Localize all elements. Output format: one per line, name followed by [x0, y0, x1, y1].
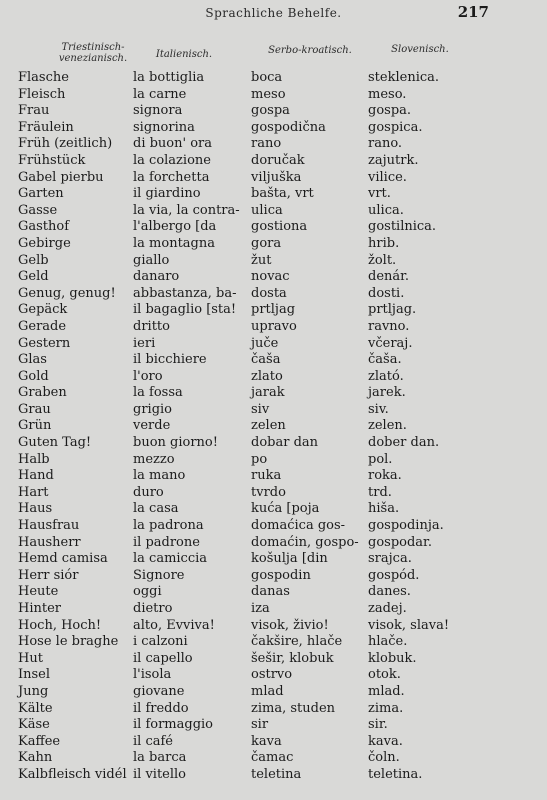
table-row — [0, 186, 547, 203]
italian-word: il formaggio — [133, 717, 214, 733]
italian-word: mezzo — [133, 451, 175, 467]
serbo-croatian-word: prtljag — [251, 302, 296, 318]
serbo-croatian-word: dosta — [251, 285, 287, 301]
serbo-croatian-word: boca — [251, 70, 283, 85]
slovenian-word: siv. — [368, 401, 389, 417]
serbo-croatian-word: kuća [poja — [251, 501, 320, 517]
serbo-croatian-word: dobar dan — [251, 435, 319, 451]
column-header-italian — [134, 49, 234, 60]
german-word: Hut — [18, 650, 43, 666]
slovenian-word: hrib. — [368, 235, 400, 251]
table-row — [0, 402, 547, 419]
slovenian-word: gospa. — [368, 103, 412, 119]
italian-word: ieri — [133, 335, 156, 351]
german-word: Kahn — [18, 750, 53, 766]
italian-word: oggi — [133, 584, 162, 600]
serbo-croatian-word: tvrdo — [251, 484, 286, 500]
slovenian-word: dober dan. — [368, 435, 440, 451]
column-header-line: Slovenisch. — [391, 44, 449, 55]
italian-word: la forchetta — [133, 169, 210, 185]
german-word: Kaffee — [18, 733, 61, 749]
slovenian-word: žolt. — [368, 252, 397, 268]
german-word: Geld — [18, 269, 49, 285]
german-word: Hinter — [18, 601, 61, 616]
italian-word: buon giorno! — [133, 435, 218, 451]
table-row — [0, 584, 547, 601]
slovenian-word: prtljag. — [368, 302, 417, 318]
italian-word: la mano — [133, 468, 186, 484]
serbo-croatian-word: rano — [251, 136, 282, 152]
serbo-croatian-word: šešir, klobuk — [251, 650, 334, 666]
page-number: 217 — [457, 3, 489, 21]
italian-word: il capello — [133, 650, 193, 666]
table-row — [0, 634, 547, 651]
slovenian-word: mlad. — [368, 683, 405, 699]
serbo-croatian-word: gospodična — [251, 119, 326, 135]
italian-word: Signore — [133, 567, 185, 583]
italian-word: dietro — [133, 601, 173, 616]
slovenian-word: zelen. — [368, 418, 407, 434]
table-row — [0, 435, 547, 452]
serbo-croatian-word: zima, studen — [251, 700, 336, 716]
italian-word: il vitello — [133, 766, 187, 782]
table-row — [0, 452, 547, 469]
table-row — [0, 468, 547, 485]
german-word: Halb — [18, 451, 50, 467]
serbo-croatian-word: doručak — [251, 152, 305, 168]
italian-word: la colazione — [133, 152, 211, 168]
slovenian-word: zadej. — [368, 601, 407, 616]
german-word: Frühstück — [18, 152, 86, 168]
table-row — [0, 518, 547, 535]
table-row — [0, 269, 547, 286]
serbo-croatian-word: žut — [251, 252, 272, 268]
serbo-croatian-word: bašta, vrt — [251, 186, 314, 202]
table-row — [0, 568, 547, 585]
german-word: Käse — [18, 717, 50, 733]
italian-word: l'isola — [133, 667, 172, 683]
table-row — [0, 203, 547, 220]
german-word: Grau — [18, 401, 51, 417]
italian-word: la padrona — [133, 518, 204, 534]
serbo-croatian-word: po — [251, 451, 268, 467]
german-word: Hausfrau — [18, 518, 80, 534]
table-row — [0, 618, 547, 635]
serbo-croatian-word: čakšire, hlače — [251, 634, 343, 650]
slovenian-word: čaša. — [368, 352, 402, 368]
german-word: Fleisch — [18, 86, 66, 102]
column-header-line: Serbo-kroatisch. — [268, 45, 352, 56]
serbo-croatian-word: gostiona — [251, 219, 308, 235]
table-row — [0, 70, 547, 87]
italian-word: la fossa — [133, 385, 183, 401]
german-word: Kalbfleisch vidél — [18, 766, 127, 782]
table-row — [0, 236, 547, 253]
slovenian-word: zima. — [368, 700, 404, 716]
table-row — [0, 352, 547, 369]
german-word: Gelb — [18, 252, 49, 268]
german-word: Heute — [18, 584, 59, 600]
german-word: Jung — [18, 683, 49, 699]
table-row — [0, 120, 547, 137]
serbo-croatian-word: viljuška — [251, 169, 302, 185]
german-word: Insel — [18, 667, 51, 683]
slovenian-word: denár. — [368, 269, 410, 285]
german-word: Garten — [18, 186, 64, 202]
italian-word: il padrone — [133, 534, 200, 550]
serbo-croatian-word: siv — [251, 401, 270, 417]
serbo-croatian-word: košulja [din — [251, 551, 328, 567]
italian-word: il café — [133, 733, 173, 749]
table-row — [0, 103, 547, 120]
slovenian-word: visok, slava! — [368, 617, 450, 633]
table-row — [0, 501, 547, 518]
serbo-croatian-word: ostrvo — [251, 667, 293, 683]
german-word: Fräulein — [18, 119, 74, 135]
italian-word: la montagna — [133, 235, 215, 251]
italian-word: il giardino — [133, 186, 201, 202]
serbo-croatian-word: teletina — [251, 766, 302, 782]
italian-word: alto, Evviva! — [133, 617, 215, 633]
italian-word: giovane — [133, 683, 185, 699]
table-row — [0, 767, 547, 784]
table-row — [0, 136, 547, 153]
italian-word: la camiccia — [133, 551, 208, 567]
slovenian-word: gospodar. — [368, 534, 432, 550]
italian-word: grigio — [133, 401, 172, 417]
table-row — [0, 219, 547, 236]
slovenian-word: dosti. — [368, 285, 405, 301]
german-word: Hemd camisa — [18, 551, 108, 567]
table-row — [0, 717, 547, 734]
serbo-croatian-word: mlad — [251, 683, 284, 699]
running-head: Sprachliche Behelfe. — [205, 6, 342, 20]
column-header-line: Italienisch. — [155, 49, 213, 60]
german-word: Gasse — [18, 202, 58, 218]
serbo-croatian-word: gospa — [251, 103, 290, 119]
italian-word: duro — [133, 484, 164, 500]
slovenian-word: kava. — [368, 733, 403, 749]
table-row — [0, 551, 547, 568]
slovenian-word: teletina. — [368, 766, 423, 782]
table-row — [0, 302, 547, 319]
german-word: Haus — [18, 501, 53, 517]
table-row — [0, 253, 547, 270]
german-word: Gebirge — [18, 235, 71, 251]
german-word: Guten Tag! — [18, 435, 92, 451]
italian-word: abbastanza, ba- — [133, 285, 237, 301]
slovenian-word: ulica. — [368, 202, 404, 218]
slovenian-word: ravno. — [368, 318, 410, 334]
slovenian-word: steklenica. — [368, 70, 440, 85]
italian-word: il bagaglio [sta! — [133, 302, 237, 318]
table-row — [0, 734, 547, 751]
serbo-croatian-word: gospodin — [251, 567, 311, 583]
italian-word: la bottiglia — [133, 70, 205, 85]
italian-word: la carne — [133, 86, 187, 102]
slovenian-word: klobuk. — [368, 650, 417, 666]
italian-word: i calzoni — [133, 634, 188, 650]
serbo-croatian-word: novac — [251, 269, 290, 285]
italian-word: di buon' ora — [133, 136, 213, 152]
column-header-line: Triestinisch- — [61, 42, 125, 53]
table-row — [0, 319, 547, 336]
column-header-line: venezianisch. — [58, 53, 128, 64]
german-word: Gasthof — [18, 219, 70, 235]
serbo-croatian-word: zelen — [251, 418, 286, 434]
german-word: Graben — [18, 385, 67, 401]
slovenian-word: gospica. — [368, 119, 423, 135]
serbo-croatian-word: kava — [251, 733, 282, 749]
slovenian-word: trd. — [368, 484, 392, 500]
table-row — [0, 170, 547, 187]
slovenian-word: otok. — [368, 667, 401, 683]
italian-word: il bicchiere — [133, 352, 207, 368]
italian-word: signorina — [133, 119, 195, 135]
italian-word: danaro — [133, 269, 180, 285]
serbo-croatian-word: domaćin, gospo- — [251, 534, 359, 550]
german-word: Gold — [18, 368, 49, 384]
serbo-croatian-word: jarak — [251, 385, 285, 401]
serbo-croatian-word: zlato — [251, 368, 283, 384]
german-word: Hoch, Hoch! — [18, 617, 102, 633]
slovenian-word: zlató. — [368, 368, 404, 384]
german-word: Hart — [18, 484, 49, 500]
german-word: Herr siór — [18, 567, 79, 583]
serbo-croatian-word: juče — [251, 335, 279, 351]
table-row — [0, 286, 547, 303]
german-word: Gerade — [18, 318, 67, 334]
italian-word: il freddo — [133, 700, 189, 716]
slovenian-word: gostilnica. — [368, 219, 437, 235]
slovenian-word: hiša. — [368, 501, 400, 517]
italian-word: signora — [133, 103, 183, 119]
serbo-croatian-word: visok, živio! — [251, 617, 329, 633]
german-word: Gestern — [18, 335, 71, 351]
slovenian-word: vrt. — [368, 186, 391, 202]
serbo-croatian-word: iza — [251, 601, 270, 616]
table-row — [0, 418, 547, 435]
serbo-croatian-word: gora — [251, 235, 282, 251]
german-word: Früh (zeitlich) — [18, 136, 113, 152]
table-row — [0, 87, 547, 104]
slovenian-word: jarek. — [368, 385, 406, 401]
german-word: Hausherr — [18, 534, 81, 550]
slovenian-word: srajca. — [368, 551, 412, 567]
slovenian-word: danes. — [368, 584, 411, 600]
serbo-croatian-word: čaša — [251, 352, 281, 368]
german-word: Genug, genug! — [18, 285, 116, 301]
table-row — [0, 336, 547, 353]
table-row — [0, 535, 547, 552]
italian-word: verde — [133, 418, 171, 434]
slovenian-word: pol. — [368, 451, 393, 467]
german-word: Flasche — [18, 70, 69, 85]
table-row — [0, 369, 547, 386]
serbo-croatian-word: danas — [251, 584, 290, 600]
serbo-croatian-word: ulica — [251, 202, 283, 218]
italian-word: la barca — [133, 750, 187, 766]
slovenian-word: gospód. — [368, 567, 420, 583]
column-header-triestine — [38, 42, 148, 64]
table-row — [0, 750, 547, 767]
vocabulary-table — [0, 70, 547, 784]
italian-word: la casa — [133, 501, 179, 517]
slovenian-word: roka. — [368, 468, 402, 484]
slovenian-word: hlače. — [368, 634, 408, 650]
table-row — [0, 485, 547, 502]
italian-word: giallo — [133, 252, 170, 268]
serbo-croatian-word: domaćica gos- — [251, 518, 346, 534]
table-row — [0, 701, 547, 718]
table-row — [0, 601, 547, 618]
serbo-croatian-word: čamac — [251, 750, 294, 766]
table-row — [0, 153, 547, 170]
german-word: Kälte — [18, 700, 53, 716]
slovenian-word: rano. — [368, 136, 403, 152]
serbo-croatian-word: upravo — [251, 318, 297, 334]
slovenian-word: sir. — [368, 717, 388, 733]
serbo-croatian-word: sir — [251, 717, 269, 733]
slovenian-word: čoln. — [368, 750, 400, 766]
german-word: Grün — [18, 418, 52, 434]
german-word: Frau — [18, 103, 50, 119]
table-row — [0, 651, 547, 668]
italian-word: l'albergo [da — [133, 219, 217, 235]
serbo-croatian-word: meso — [251, 86, 286, 102]
slovenian-word: zajutrk. — [368, 152, 419, 168]
slovenian-word: gospodinja. — [368, 518, 444, 534]
column-header-serbo-croatian — [255, 45, 365, 56]
table-row — [0, 684, 547, 701]
italian-word: l'oro — [133, 368, 163, 384]
german-word: Hose le braghe — [18, 634, 119, 650]
slovenian-word: vilice. — [368, 169, 407, 185]
table-row — [0, 385, 547, 402]
german-word: Gepäck — [18, 302, 68, 318]
column-header-slovenian — [375, 44, 465, 55]
italian-word: la via, la contra- — [133, 202, 240, 218]
table-row — [0, 667, 547, 684]
german-word: Gabel pierbu — [18, 169, 104, 185]
german-word: Hand — [18, 468, 54, 484]
slovenian-word: včeraj. — [368, 335, 413, 351]
german-word: Glas — [18, 352, 47, 368]
italian-word: dritto — [133, 318, 170, 334]
serbo-croatian-word: ruka — [251, 468, 282, 484]
slovenian-word: meso. — [368, 86, 407, 102]
